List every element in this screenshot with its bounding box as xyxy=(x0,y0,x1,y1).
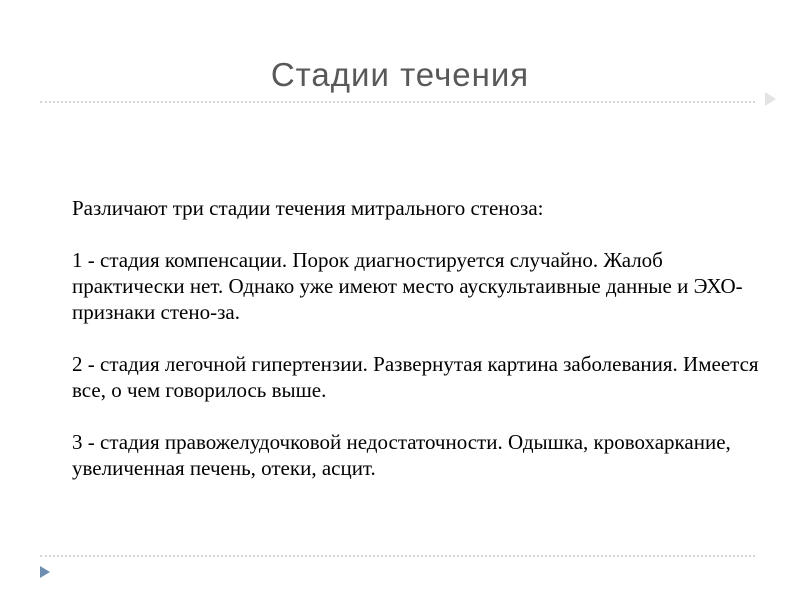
slide-title: Стадии течения xyxy=(270,56,530,93)
next-slide-arrow-icon[interactable] xyxy=(40,566,50,578)
intro-paragraph: Различают три стадии течения митрального стеноза: xyxy=(72,196,544,220)
stage-3-paragraph: 3 - стадия правожелудочковой недостаточности. Одышка, кровохаркание, увеличенная печень, отеки, асцит. xyxy=(72,430,731,480)
stage-2-paragraph: 2 - стадия легочной гипертензии. Развернутая картина заболевания. Имеется все, о чем говорилось выше. xyxy=(72,352,759,402)
title-divider xyxy=(40,101,755,103)
triangle-right-icon xyxy=(765,92,776,106)
footer-divider xyxy=(40,555,755,557)
slide-body xyxy=(72,195,772,481)
stage-1-paragraph: 1 - стадия компенсации. Порок диагностируется случайно. Жалоб практически нет. Однако уже имеют место аускультаивные данные и ЭХО- признаки стено-за. xyxy=(72,248,743,324)
